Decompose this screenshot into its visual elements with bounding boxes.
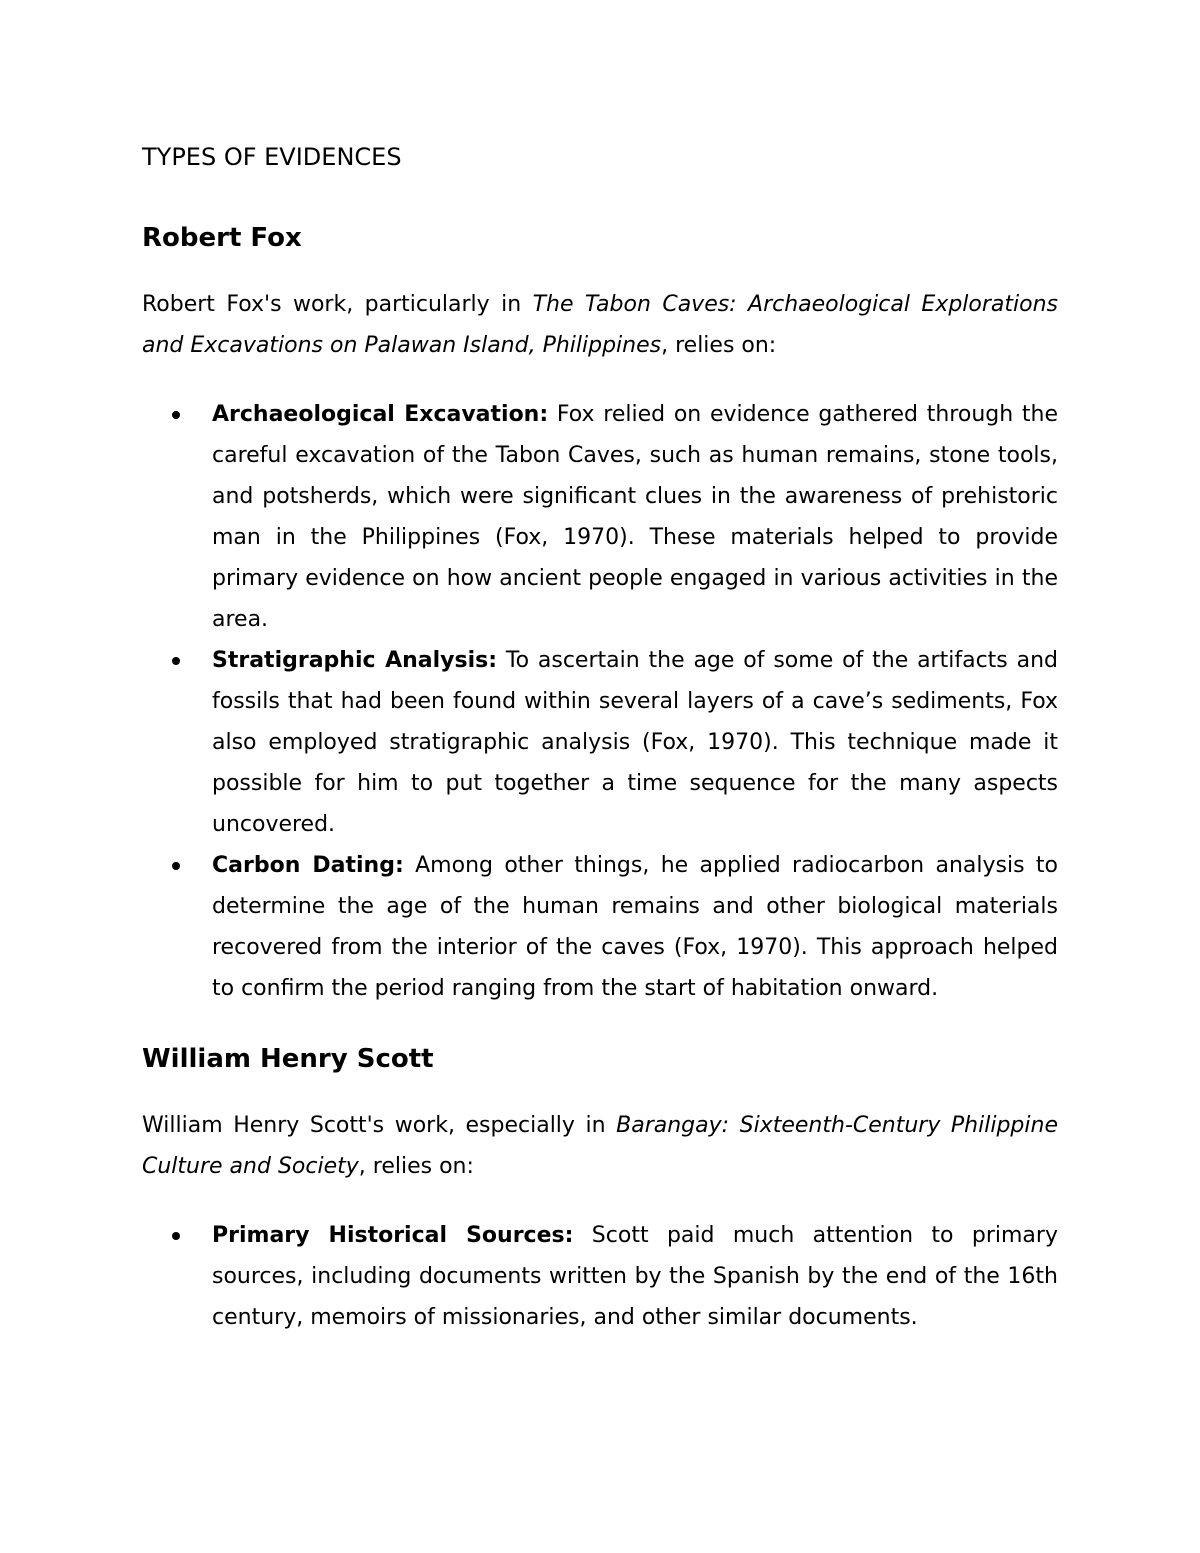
intro-prefix: William Henry Scott's work, especially in [142,1113,617,1138]
evidence-list [142,1215,1058,1338]
section-heading: William Henry Scott [142,1044,434,1074]
document-page [142,138,1058,1370]
section-intro [142,1105,1058,1187]
list-item [142,845,1058,1009]
bullet-icon [172,1232,180,1240]
bullet-text: To ascertain the age of some of the artifacts and fossils that had been found within several layers of a cave’s sediments, Fox also employed stratigraphic analysis (Fox, 1970). This technique made it possible for him to put together a time sequence for the many aspects uncovered. [212,648,1058,837]
bullet-icon [172,411,180,419]
bullet-icon [172,657,180,665]
bullet-text: Scott paid much attention to primary sources, including documents written by the Spanish by the end of the 16th century, memoirs of missionaries, and other similar documents. [212,1223,1058,1330]
section-robert-fox [142,220,1058,1009]
bullet-label: Stratigraphic Analysis: [212,648,498,673]
bullet-label: Carbon Dating: [212,853,404,878]
bullet-icon [172,862,180,870]
section-intro [142,284,1058,366]
work-title: The Tabon Caves: Archaeological Explorations and Excavations on Palawan Island, Philippines [142,292,1058,358]
bullet-text: Fox relied on evidence gathered through the careful excavation of the Tabon Caves, such as human remains, stone tools, and potsherds, which were significant clues in the awareness of prehistoric man in the Philippines (Fox, 1970). These materials helped to provide primary evidence on how ancient people engaged in various activities in the area. [212,402,1059,632]
intro-suffix: , relies on: [661,333,777,358]
intro-suffix: , relies on: [358,1154,474,1179]
section-heading: Robert Fox [142,223,302,253]
list-item [142,1215,1058,1338]
intro-prefix: Robert Fox's work, particularly in [142,292,533,317]
work-title: Barangay: Sixteenth-Century Philippine Culture and Society [142,1113,1058,1179]
document-title: TYPES OF EVIDENCES [142,143,402,171]
bullet-label: Archaeological Excavation: [212,402,549,427]
bullet-label: Primary Historical Sources: [212,1223,574,1248]
list-item [142,640,1058,845]
list-item [142,394,1058,640]
bullet-text: Among other things, he applied radiocarbon analysis to determine the age of the human remains and other biological materials recovered from the interior of the caves (Fox, 1970). This approach helped to confirm the period ranging from the start of habitation onward. [212,853,1058,1001]
section-william-henry-scott [142,1041,1058,1338]
evidence-list [142,394,1058,1009]
